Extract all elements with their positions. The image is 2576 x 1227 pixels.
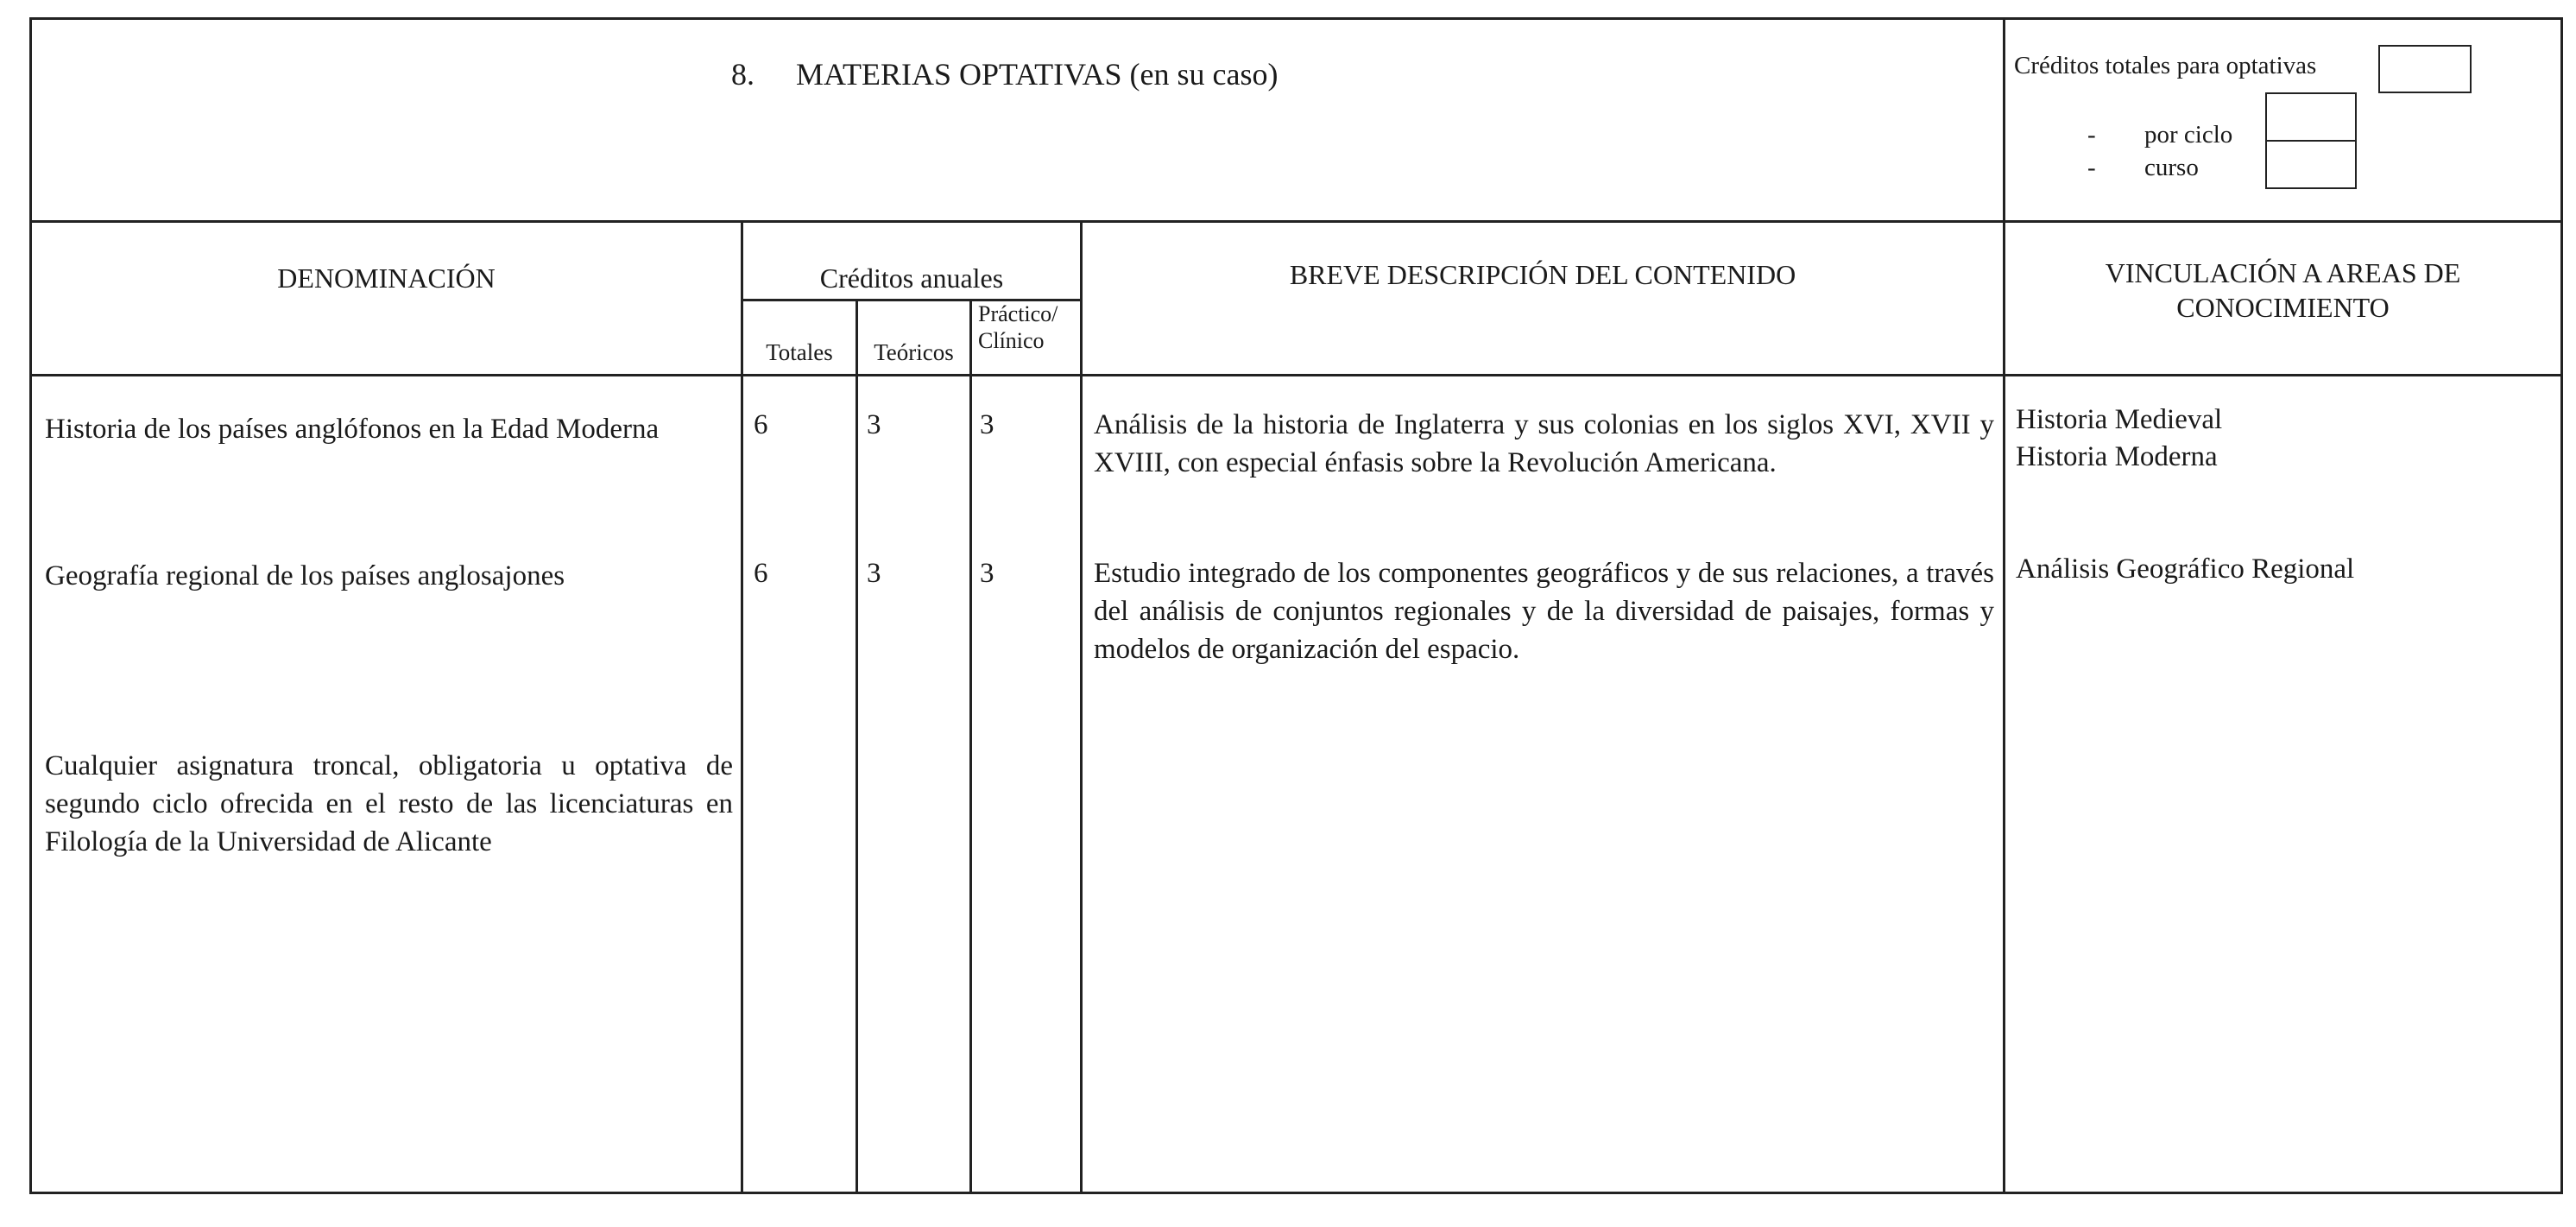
frame-top: [29, 17, 2563, 20]
row2-area-1: Análisis Geográfico Regional: [2016, 553, 2355, 585]
row1-area-1: Historia Medieval: [2016, 404, 2223, 435]
col-line-practico: [1080, 220, 1083, 1193]
header-practico: [978, 300, 1058, 354]
credits-total-label: Créditos totales para optativas: [2014, 52, 2317, 79]
header-teoricos: Teóricos: [874, 339, 954, 365]
section-title: [731, 55, 1278, 93]
credits-total-input[interactable]: [2378, 45, 2472, 93]
frame-right: [2560, 17, 2563, 1193]
curso-input[interactable]: [2265, 140, 2357, 189]
section-title-text: MATERIAS OPTATIVAS (en su caso): [796, 57, 1279, 92]
row2-totales: 6: [754, 558, 768, 589]
curso-bullet: -: [2087, 154, 2096, 181]
frame-bottom: [29, 1192, 2563, 1194]
row2-name: Geografía regional de los países anglosajones: [45, 560, 565, 591]
por-ciclo-input[interactable]: [2265, 92, 2357, 142]
column-header-separator: [29, 374, 2563, 376]
row1-name: Historia de los países anglófonos en la Edad Moderna: [45, 414, 660, 445]
por-ciclo-label: por ciclo: [2144, 121, 2233, 149]
row1-teoricos: 3: [867, 409, 881, 440]
row2-practico: 3: [980, 558, 994, 589]
row2-description: Estudio integrado de los componentes geográficos y de sus relaciones, a través del análisis de conjuntos regionales y de la diversidad de paisajes, formas y modelos de organización del espacio.: [1094, 558, 1994, 665]
por-ciclo-bullet: -: [2087, 121, 2096, 149]
row1-areas: [2016, 402, 2222, 476]
header-practico-line1: Práctico/: [978, 301, 1058, 326]
header-vinculacion-line2: CONOCIMIENTO: [2176, 292, 2390, 323]
row1-practico: 3: [980, 409, 994, 440]
col-line-teoricos: [969, 299, 972, 1193]
col-line-denominacion: [741, 220, 743, 1193]
curso-label: curso: [2144, 154, 2199, 181]
header-vinculacion-line1: VINCULACIÓN A AREAS DE: [2105, 257, 2461, 288]
row3-name: Cualquier asignatura troncal, obligatoria u optativa de segundo ciclo ofrecida en el resto de las licenciaturas en Filología de la Universidad de Alicante: [45, 750, 733, 857]
header-denominacion: DENOMINACIÓN: [277, 262, 496, 294]
row2-teoricos: 3: [867, 558, 881, 589]
header-vinculacion: [2005, 256, 2560, 325]
row1-area-2: Historia Moderna: [2016, 441, 2218, 472]
row2-areas: [2016, 550, 2354, 588]
section-number: 8.: [731, 57, 754, 92]
header-descripcion: BREVE DESCRIPCIÓN DEL CONTENIDO: [1289, 259, 1796, 290]
header-separator: [29, 220, 2563, 223]
header-credits-divider: [2003, 17, 2005, 1193]
col-line-totales: [856, 299, 858, 1193]
row1-totales: 6: [754, 409, 768, 440]
header-totales: Totales: [766, 339, 833, 365]
frame-left: [29, 17, 32, 1193]
header-creditos-anuales: Créditos anuales: [819, 262, 1004, 294]
header-practico-line2: Clínico: [978, 328, 1045, 353]
row1-description: Análisis de la historia de Inglaterra y sus colonias en los siglos XVI, XVII y XVIII, con especial énfasis sobre la Revolución Americana.: [1094, 409, 1994, 478]
